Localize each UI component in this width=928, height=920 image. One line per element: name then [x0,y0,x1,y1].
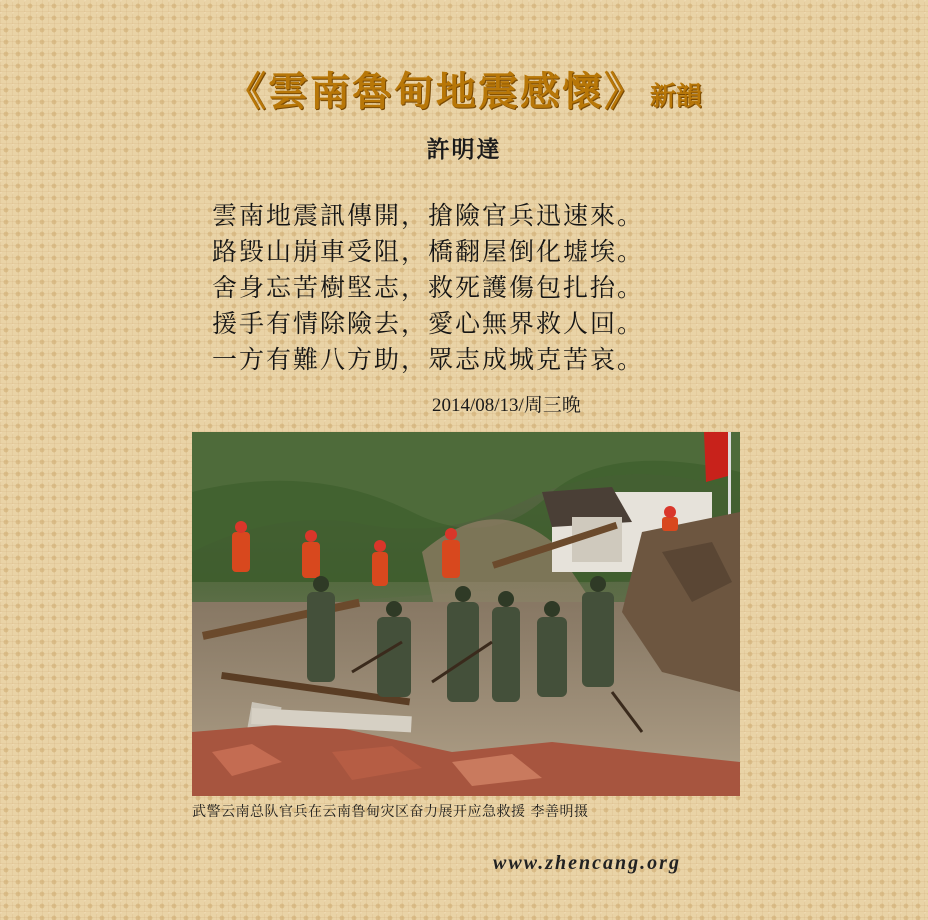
poem-title [0,60,928,117]
poem-line: 援手有情除險去，愛心無界救人回。 [212,309,645,338]
title-main: 《雲南魯甸地震感懷》 [225,68,646,115]
poem-line: 雲南地震訊傳開，搶險官兵迅速來。 [212,201,645,230]
poem-body [212,198,732,378]
poem-line: 一方有難八方助，眾志成城克苦哀。 [212,345,645,374]
rescue-photo [192,432,740,796]
author-name: 許明達 [426,136,502,163]
website-link[interactable]: www.zhencang.org [493,852,681,874]
poem-line: 舍身忘苦樹堅志，救死護傷包扎抬。 [212,273,645,302]
title-sub: 新韻 [649,82,702,112]
poem-line: 路毀山崩車受阻，橋翻屋倒化墟埃。 [212,237,645,266]
photo-caption: 武警云南总队官兵在云南鲁甸灾区奋力展开应急救援 李善明摄 [192,804,589,820]
poem-date: 2014/08/13/周三晚 [432,395,581,416]
